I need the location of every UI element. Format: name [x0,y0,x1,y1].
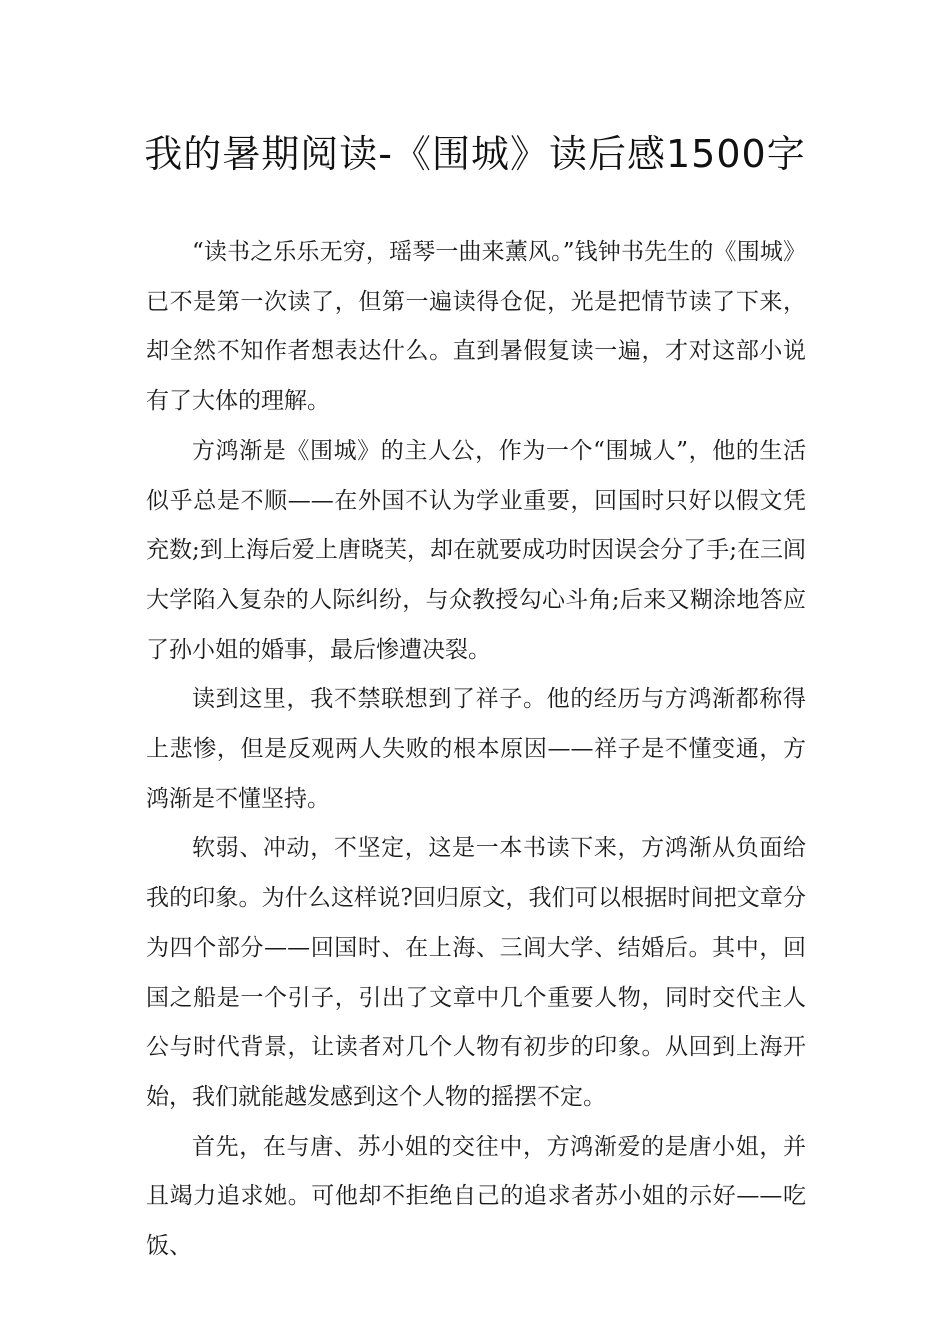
paragraph-4: 软弱、冲动，不坚定，这是一本书读下来，方鸿渐从负面给我的印象。为什么这样说?回归原文，我们可以根据时间把文章分为四个部分——回国时、在上海、三闾大学、结婚后。其中，回国之船是一个引子，引出了文章中几个重要人物，同时交代主人公与时代背景，让读者对几个人物有初步的印象。从回到上海开始，我们就能越发感到这个人物的摇摆不定。 [146,835,806,1110]
paragraph-2: 方鸿渐是《围城》的主人公，作为一个“围城人”，他的生活似乎总是不顺——在外国不认为学业重要，回国时只好以假文凭充数;到上海后爱上唐晓芙，却在就要成功时因误会分了手;在三闾大学陷入复杂的人际纠纷，与众教授勾心斗角;后来又糊涂地答应了孙小姐的婚事，最后惨遭决裂。 [146,437,806,663]
paragraph-1: “读书之乐乐无穷，瑶琴一曲来薰风。”钱钟书先生的《围城》已不是第一次读了，但第一遍读得仓促，光是把情节读了下来，却全然不知作者想表达什么。直到暑假复读一遍，才对这部小说有了大体的理解。 [146,239,806,415]
paragraph-5: 首先，在与唐、苏小姐的交往中，方鸿渐爱的是唐小姐，并且竭力追求她。可他却不拒绝自己的追求者苏小姐的示好——吃饭、 [146,1133,806,1260]
document-body [146,228,806,1272]
paragraph-3: 读到这里，我不禁联想到了祥子。他的经历与方鸿渐都称得上悲惨，但是反观两人失败的根本原因——祥子是不懂变通，方鸿渐是不懂坚持。 [146,686,806,812]
document-title: 我的暑期阅读-《围城》读后感1500字 [144,132,806,176]
